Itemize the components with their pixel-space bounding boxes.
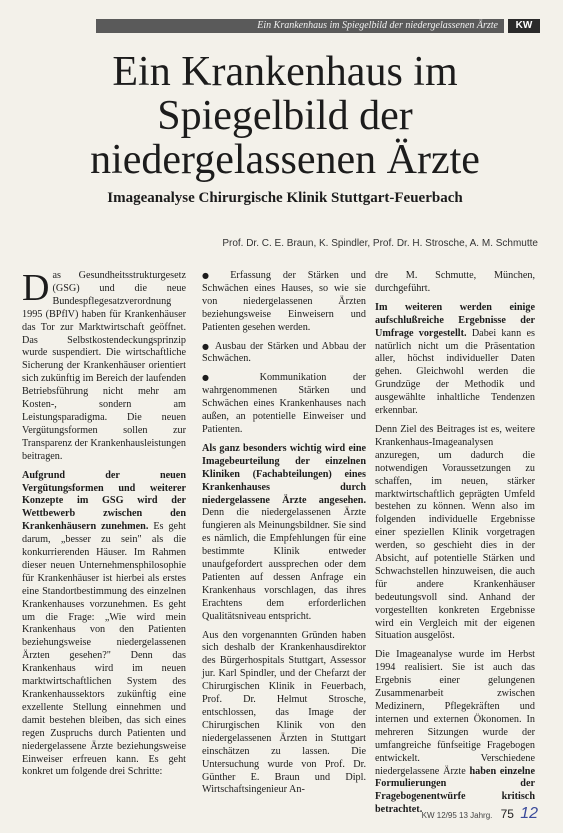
text-column-1 — [22, 267, 186, 785]
paragraph — [375, 302, 535, 418]
magazine-logo: KW — [508, 19, 540, 33]
paragraph-text: Aus den vorgenannten Gründen haben sich deshalb der Krankenhausdirektor des Bürgerhospitals Stuttgart, Assessor jur. Karl Spindler, und der Chefarzt der Chirurgischen Klinik in Feuerbach, Prof. Dr. Helmut Strosche, entschlossen, das Image der Chirurgischen Klinik von den niedergelassenen Ärzten in Stuttgart einschätzen zu lassen. Die Untersuchung wurde von Prof. Dr. Günther E. Braun und Dipl. Wirtschaftsingenieur An- — [202, 629, 366, 796]
paragraph — [375, 424, 535, 643]
issue-info: KW 12/95 13 Jahrg. — [421, 811, 493, 820]
paragraph-text: Dabei kann es natürlich nicht um die Präsentation aller, höchst individueller Daten gehen. Gleichwohl werden die Grundzüge der Methodik und ausgewählte inhaltliche Tendenzen erkennbar. — [375, 327, 535, 417]
running-header: Ein Krankenhaus im Spiegelbild der niedergelassenen Ärzte — [96, 19, 504, 33]
title-line-2: Spiegelbild der — [157, 93, 413, 139]
paragraph-text: Es geht darum, „besser zu sein" als die konkurrierenden Häuser. Im Rahmen dieser neuen Unternehmensphilosophie für Krankenhäuser ist hierbei als erstes eine Standortbestimmung des einzelnen Krankenhauses vorzunehmen. Es geht um die Frage: „Wie wird mein Krankenhaus von den Patienten beziehungsweise niedergelassenen Ärzten gesehen?" Denn das Krankenhaus wird im neuen marktwirtschaftlichen System des Krankenhaussektors zukünftig eine exzellente Stellung einnehmen und damit bestehen bleiben, das sich eines regen Zuspruchs durch Patienten und niedergelassene Ärzte beziehungsweise Einweiser erfreuen kann. Es geht konkret um folgende drei Schritte: — [22, 521, 186, 778]
text-column-3 — [375, 270, 535, 823]
article-title — [20, 50, 550, 182]
paragraph-emphasis: haben einzelne Formulierungen der Fragebogenentwürfe kritisch betrachtet. — [375, 765, 535, 816]
paragraph-text: Denn Ziel des Beitrages ist es, weitere Krankenhaus-Imageanalysen anzuregen, um dadurch die notwendigen Voraussetzungen zu schaffen, im neuen, stärker marktwirtschaftlich geprägten Umfeld bestehen zu können. Wenn also im folgenden individuelle Ergebnisse einer speziellen Klinik vorgetragen werden, so geschieht dies in der Absicht, auf potentielle Stärken und Schwachstellen hinzuweisen, die auch für andere Krankenhäuser bedeutungsvoll sind. Anhand der vorgestellten konkreten Ergebnisse wird ein Vergleich mit der eigenen Situation ausgelöst. — [375, 423, 535, 642]
bullet-icon: ● — [202, 271, 231, 280]
text-column-2 — [202, 270, 366, 803]
paragraph — [202, 630, 366, 798]
paragraph-text: as Gesundheitsstrukturgesetz (GSG) und die neue Bundespflegesatzverordnung 1995 (BPflV) haben für Krankenhäuser das Tor zur Marktwirtschaft geöffnet. Das Selbstkostendeckungsprinzip wurde suspendiert. Die wirtschaftliche Sicherung der Krankenhäuser orientiert sich zukünftig im Bereich der laufenden Betriebsführung nicht mehr am Kosten-, sondern am Leistungsparadigma. Die neuen Vergütungsformen sollen zur Transparenz der Krankenhausleistungen beitragen. — [22, 270, 186, 462]
paragraph-text: Erfassung der Stärken und Schwächen eines Hauses, so wie sie von niedergelassenen Ärzten beziehungsweise Einweisern und Patienten gesehen werden. — [202, 270, 366, 333]
paragraph-lead: Aufgrund der neuen Vergütungsformen und weiterer Konzepte im GSG wird der Wettbewerb zwischen den Krankenhäusern zunehmen. — [22, 469, 186, 533]
paragraph — [22, 470, 186, 780]
paragraph-text: Die Imageanalyse wurde im Herbst 1994 realisiert. Sie ist auch das Ergebnis einer gelungenen Zusammenarbeit zwischen Medizinern, Pflegekräften und internen und externen Ökonomen. In mehreren Sitzungen wurde der umfangreiche fünfseitige Fragebogen entwickelt. Verschiedene niedergelassene Ärzte — [375, 649, 535, 777]
page-number: 75 — [500, 807, 514, 821]
paragraph — [22, 267, 186, 464]
paragraph-text: Ausbau der Stärken und Abbau der Schwächen. — [202, 340, 366, 365]
bullet-icon: ● — [202, 341, 215, 351]
paragraph — [202, 372, 366, 437]
paragraph-text: dre M. Schmutte, München, durchgeführt. — [375, 270, 535, 294]
article-authors: Prof. Dr. C. E. Braun, K. Spindler, Prof. Dr. H. Strosche, A. M. Schmutte — [222, 238, 538, 249]
bullet-icon: ● — [202, 373, 260, 383]
title-line-3: niedergelassenen Ärzte — [90, 137, 480, 183]
paragraph-lead: Als ganz besonders wichtig wird eine Imagebeurteilung der einzelnen Kliniken (Fachabteilungen) eines Krankenhauses durch niedergelassene Ärzte angesehen. — [202, 442, 366, 506]
paragraph-text: Denn die niedergelassenen Ärzte fungieren als Meinungsbildner. Sie sind es nämlich, die Empfehlungen für eine bestimmte Klinik entweder unaufgefordert aussprechen oder dem Patienten auf dessen Anfrage ein Krankenhaus vorschlagen, das ihres Erachtens dem erforderlichen Qualitätsniveau entspricht. — [202, 507, 366, 622]
paragraph-text: Kommunikation der wahrgenommenen Stärken und Schwächen eines Krankenhauses nach außen, an potentielle Einweiser und Patienten. — [202, 372, 366, 435]
drop-cap: D — [22, 267, 50, 309]
paragraph — [202, 270, 366, 335]
paragraph — [202, 341, 366, 367]
paragraph — [375, 649, 535, 817]
article-subtitle: Imageanalyse Chirurgische Klinik Stuttgart-Feuerbach — [107, 190, 463, 206]
paragraph — [202, 443, 366, 624]
paragraph — [375, 270, 535, 296]
handwritten-mark: 12 — [520, 805, 538, 822]
page-footer — [398, 805, 538, 823]
paragraph-lead: Im weiteren werden einige aufschlußreiche Ergebnisse der Umfrage vorgestellt. — [375, 301, 535, 339]
title-line-1: Ein Krankenhaus im — [112, 49, 458, 95]
